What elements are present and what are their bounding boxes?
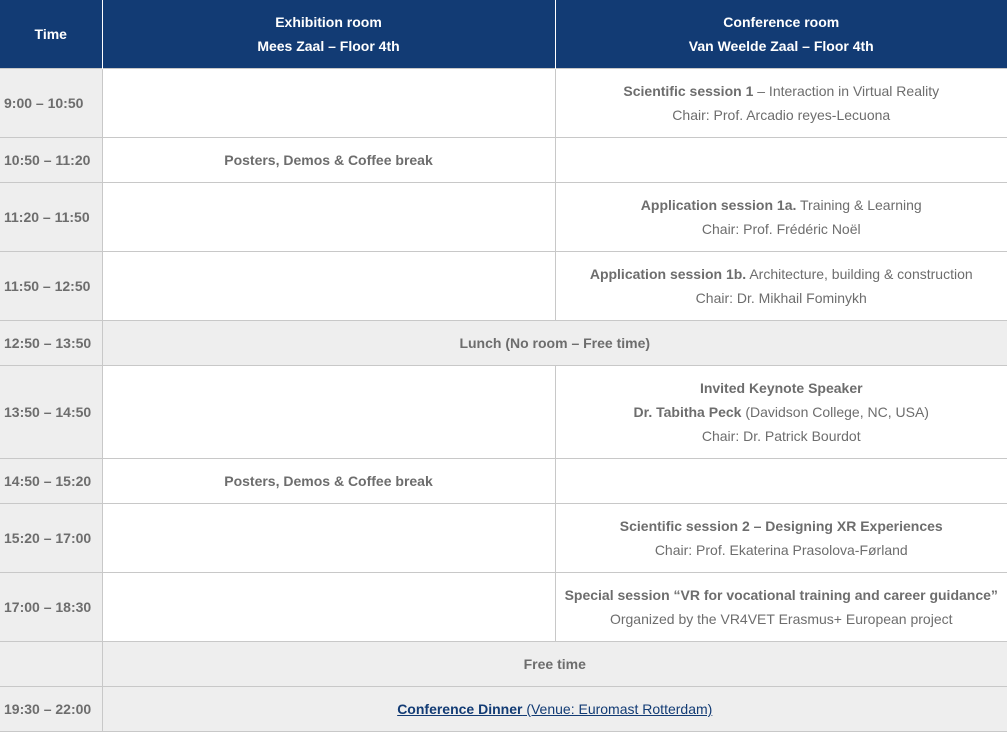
exhibition-cell: Posters, Demos & Coffee break bbox=[102, 459, 555, 504]
table-row bbox=[0, 459, 1007, 504]
conference-cell bbox=[555, 366, 1007, 459]
conference-cell bbox=[555, 138, 1007, 183]
conference-cell bbox=[555, 252, 1007, 321]
time-cell: 17:00 – 18:30 bbox=[0, 573, 102, 642]
time-cell: 11:20 – 11:50 bbox=[0, 183, 102, 252]
table-row bbox=[0, 321, 1007, 366]
exhibition-cell bbox=[102, 252, 555, 321]
session-chair: Chair: Dr. Patrick Bourdot bbox=[701, 428, 861, 444]
keynote-affiliation: (Davidson College, NC, USA) bbox=[741, 404, 929, 420]
time-cell bbox=[0, 642, 102, 687]
table-row bbox=[0, 366, 1007, 459]
header-exhibition-room: Exhibition room Mees Zaal – Floor 4th bbox=[102, 0, 555, 69]
header-time: Time bbox=[0, 0, 102, 69]
lunch-cell: Lunch (No room – Free time) bbox=[102, 321, 1007, 366]
table-row bbox=[0, 687, 1007, 732]
table-row bbox=[0, 69, 1007, 138]
time-cell: 15:20 – 17:00 bbox=[0, 504, 102, 573]
conference-cell bbox=[555, 69, 1007, 138]
conference-cell bbox=[555, 573, 1007, 642]
table-row bbox=[0, 642, 1007, 687]
exhibition-cell bbox=[102, 183, 555, 252]
session-title: Scientific session 2 – Designing XR Experiences bbox=[619, 518, 943, 534]
time-cell: 11:50 – 12:50 bbox=[0, 252, 102, 321]
keynote-speaker: Dr. Tabitha Peck bbox=[633, 404, 742, 420]
exhibition-cell bbox=[102, 504, 555, 573]
conference-cell bbox=[555, 504, 1007, 573]
session-organizer: Organized by the VR4VET Erasmus+ European project bbox=[609, 611, 953, 627]
session-chair: Chair: Prof. Frédéric Noël bbox=[701, 221, 861, 237]
table-row bbox=[0, 504, 1007, 573]
table-row bbox=[0, 252, 1007, 321]
time-cell: 13:50 – 14:50 bbox=[0, 366, 102, 459]
time-cell: 14:50 – 15:20 bbox=[0, 459, 102, 504]
exhibition-cell bbox=[102, 573, 555, 642]
session-subtitle: – Interaction in Virtual Reality bbox=[753, 83, 940, 99]
exhibition-cell bbox=[102, 366, 555, 459]
session-title: Scientific session 1 bbox=[623, 83, 754, 99]
session-chair: Chair: Prof. Arcadio reyes-Lecuona bbox=[672, 107, 891, 123]
session-subtitle: Architecture, building & construction bbox=[746, 266, 973, 282]
table-row bbox=[0, 138, 1007, 183]
dinner-cell bbox=[102, 687, 1007, 732]
time-cell: 10:50 – 11:20 bbox=[0, 138, 102, 183]
free-time-cell: Free time bbox=[102, 642, 1007, 687]
exhibition-cell: Posters, Demos & Coffee break bbox=[102, 138, 555, 183]
conference-cell bbox=[555, 183, 1007, 252]
session-title: Special session “VR for vocational training and career guidance” bbox=[564, 587, 998, 603]
time-cell: 9:00 – 10:50 bbox=[0, 69, 102, 138]
session-title: Application session 1b. bbox=[589, 266, 747, 282]
session-subtitle: Training & Learning bbox=[796, 197, 922, 213]
keynote-title: Invited Keynote Speaker bbox=[699, 380, 863, 396]
session-chair: Chair: Prof. Ekaterina Prasolova-Førland bbox=[654, 542, 908, 558]
time-cell: 12:50 – 13:50 bbox=[0, 321, 102, 366]
session-chair: Chair: Dr. Mikhail Fominykh bbox=[695, 290, 867, 306]
session-title: Application session 1a. bbox=[640, 197, 797, 213]
conference-cell bbox=[555, 459, 1007, 504]
exhibition-cell bbox=[102, 69, 555, 138]
time-cell: 19:30 – 22:00 bbox=[0, 687, 102, 732]
table-row bbox=[0, 573, 1007, 642]
conference-dinner-link[interactable]: Conference Dinner (Venue: Euromast Rotterdam) bbox=[397, 701, 713, 717]
table-row bbox=[0, 183, 1007, 252]
header-conference-room: Conference room Van Weelde Zaal – Floor 4th bbox=[555, 0, 1007, 69]
header-row bbox=[0, 0, 1007, 69]
